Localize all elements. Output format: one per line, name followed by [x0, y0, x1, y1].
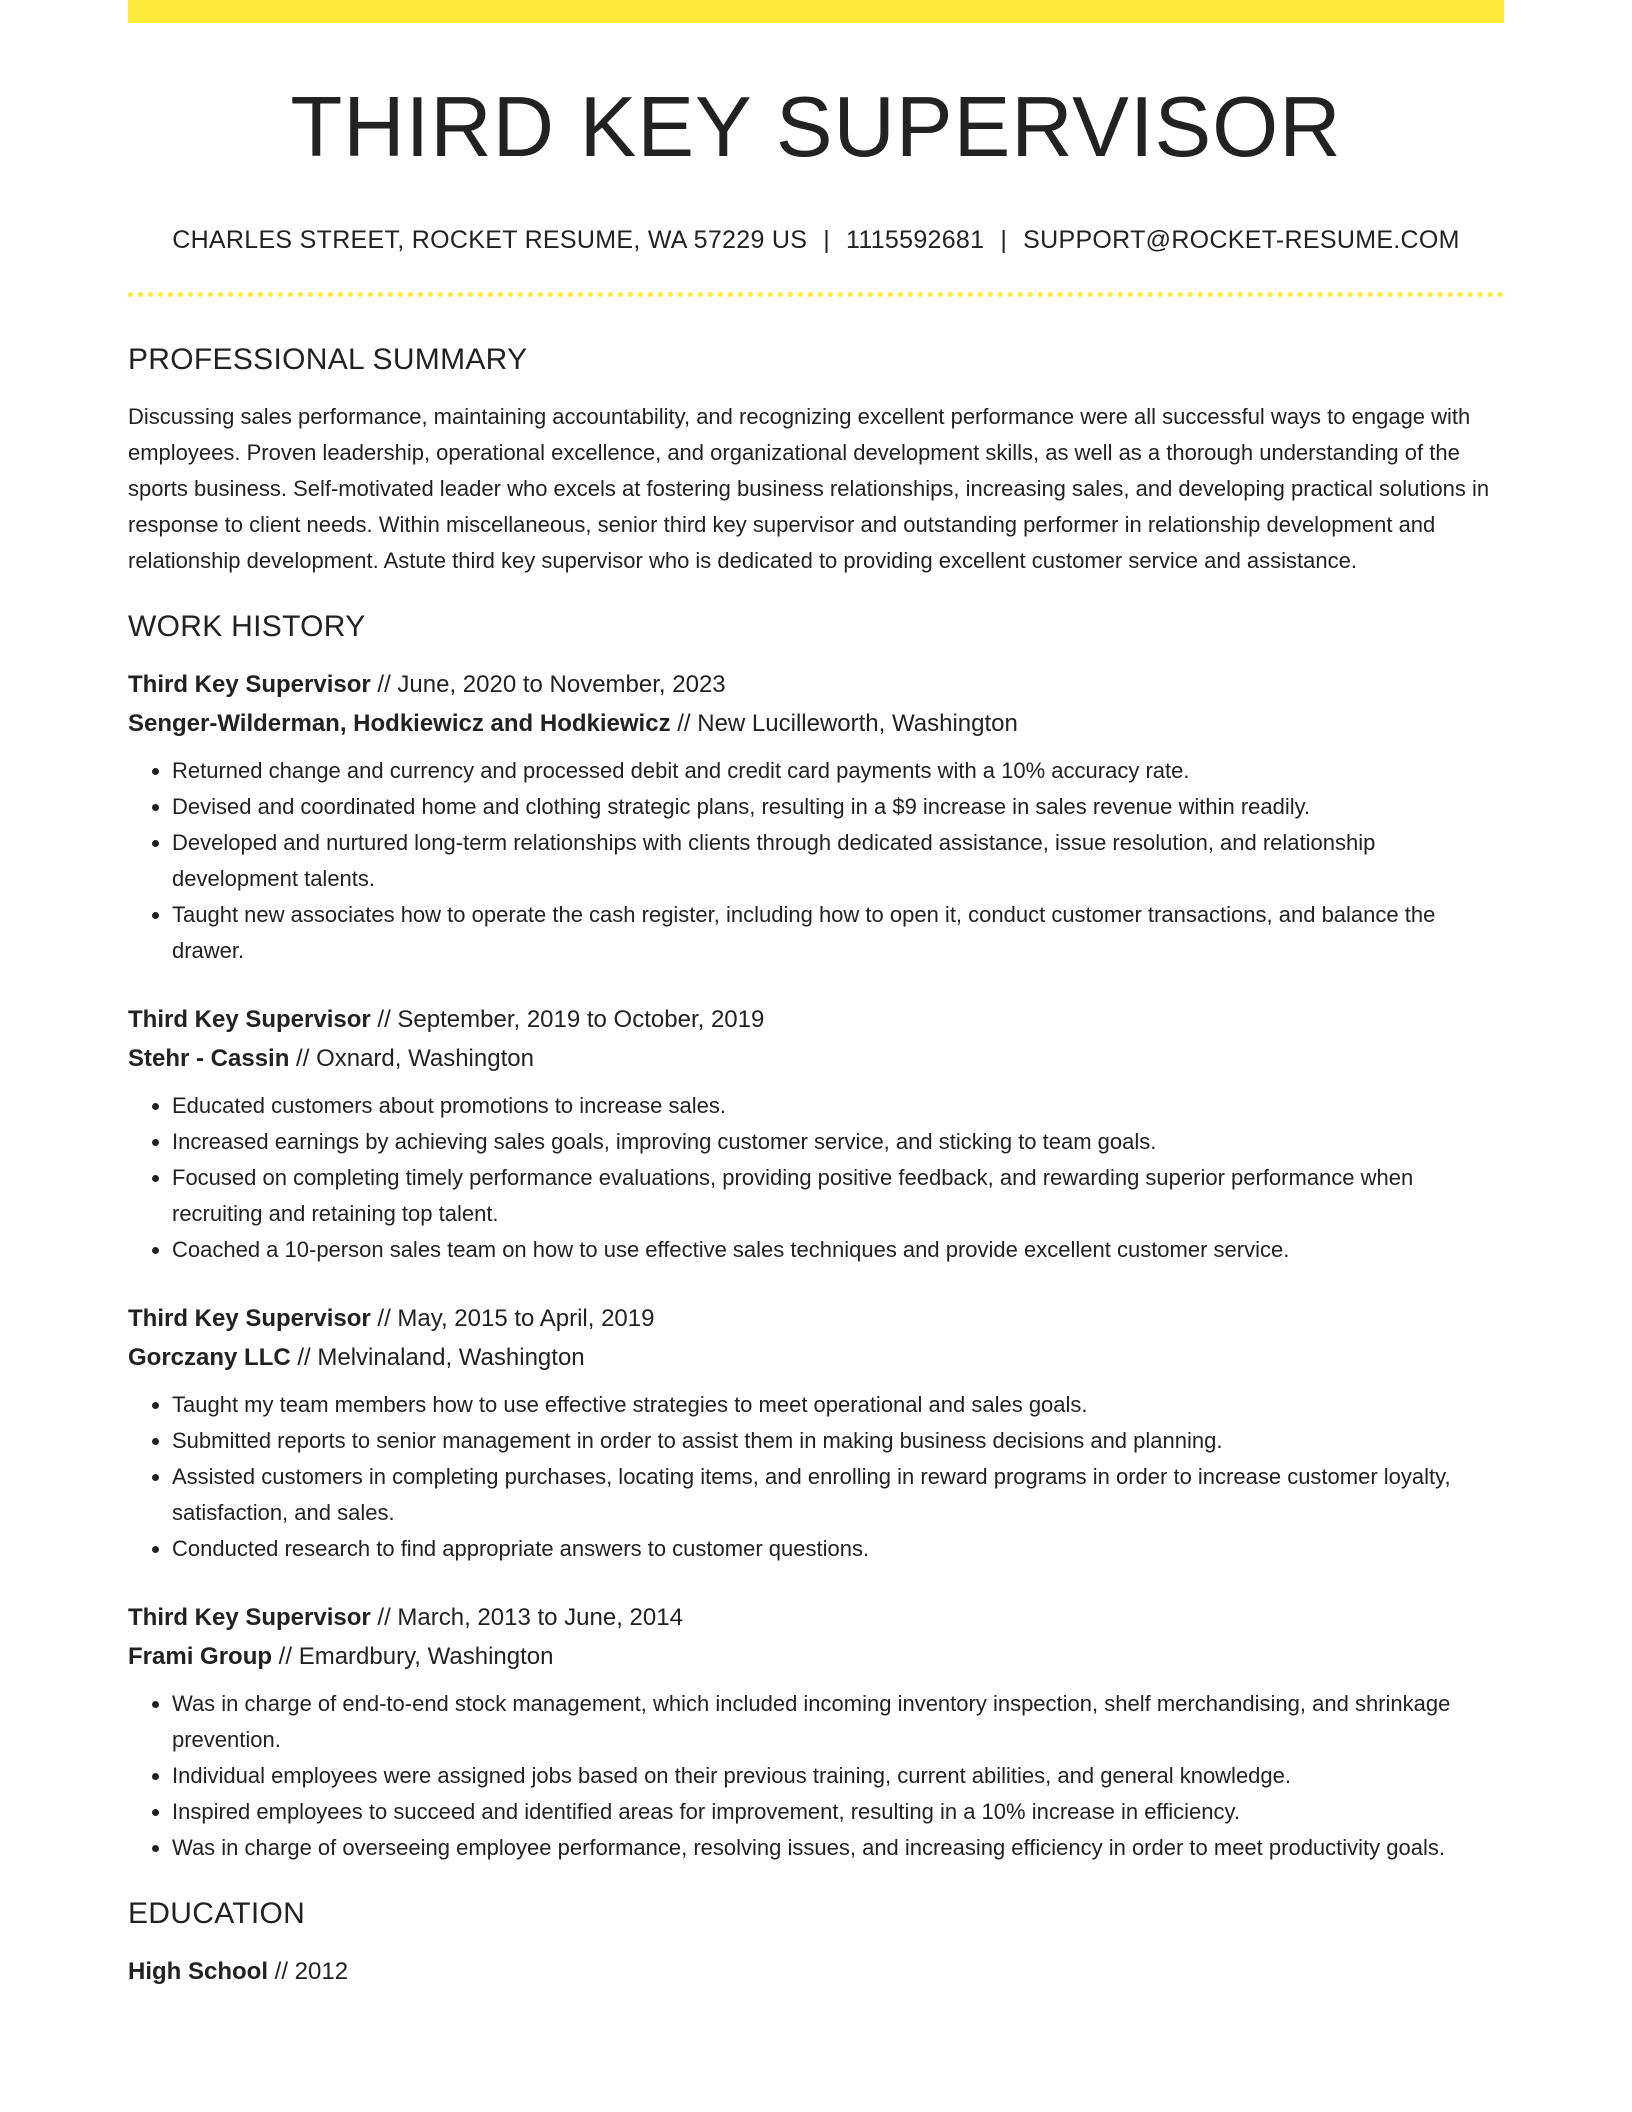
job-bullet: • Taught new associates how to operate the cash register, including how to open it, conduct customer transactions, and balance the drawer.: [172, 897, 1504, 969]
job-company-line: [128, 1338, 1504, 1377]
job-bullet: • Assisted customers in completing purchases, locating items, and enrolling in reward programs in order to increase customer loyalty, satisfaction, and sales.: [172, 1459, 1504, 1531]
education-year: // 2012: [268, 1958, 349, 1985]
job-location: // New Lucilleworth, Washington: [670, 710, 1018, 737]
job-bullet: • Conducted research to find appropriate answers to customer questions.: [172, 1531, 1504, 1567]
job-role: Third Key Supervisor: [128, 1006, 371, 1033]
candidate-name: THIRD KEY SUPERVISOR: [290, 80, 1342, 175]
job-bullets: [128, 1686, 1504, 1866]
dotted-divider: [128, 292, 1504, 297]
contact-line: [128, 226, 1504, 255]
job-company: Gorczany LLC: [128, 1344, 291, 1371]
resume-page: [128, 0, 1504, 1991]
contact-email: SUPPORT@ROCKET-RESUME.COM: [1023, 226, 1460, 254]
job-bullet: • Submitted reports to senior management in order to assist them in making business decisions and planning.: [172, 1423, 1504, 1459]
contact-separator: |: [1000, 226, 1008, 254]
job-bullet: • Coached a 10-person sales team on how to use effective sales techniques and provide excellent customer service.: [172, 1232, 1504, 1268]
job-bullet: • Was in charge of overseeing employee performance, resolving issues, and increasing efficiency in order to meet productivity goals.: [172, 1830, 1504, 1866]
accent-top-bar: [128, 0, 1504, 23]
job-entry: [128, 665, 1504, 969]
job-role: Third Key Supervisor: [128, 1305, 371, 1332]
job-company: Senger-Wilderman, Hodkiewicz and Hodkiewicz: [128, 710, 671, 737]
job-location: // Emardbury, Washington: [272, 1643, 554, 1670]
job-bullet: • Developed and nurtured long-term relationships with clients through dedicated assistance, issue resolution, and relationship development talents.: [172, 825, 1504, 897]
education-entry: [128, 1952, 1504, 1991]
job-location: // Oxnard, Washington: [289, 1045, 534, 1072]
job-entry: [128, 1598, 1504, 1866]
job-company-line: [128, 1637, 1504, 1676]
job-title-line: [128, 1598, 1504, 1637]
job-bullet: • Returned change and currency and processed debit and credit card payments with a 10% accuracy rate.: [172, 753, 1504, 789]
job-bullet: • Was in charge of end-to-end stock management, which included incoming inventory inspection, shelf merchandising, and shrinkage prevention.: [172, 1686, 1504, 1758]
job-bullets: [128, 1387, 1504, 1567]
job-bullet: • Individual employees were assigned jobs based on their previous training, current abilities, and general knowledge.: [172, 1758, 1504, 1794]
job-dates: // September, 2019 to October, 2019: [370, 1006, 765, 1033]
job-bullet: • Devised and coordinated home and clothing strategic plans, resulting in a $9 increase in sales revenue within readily.: [172, 789, 1504, 825]
job-bullet: • Educated customers about promotions to increase sales.: [172, 1088, 1504, 1124]
job-title-line: [128, 1000, 1504, 1039]
job-bullet: • Focused on completing timely performance evaluations, providing positive feedback, and rewarding superior performance when recruiting and retaining top talent.: [172, 1160, 1504, 1232]
job-role: Third Key Supervisor: [128, 1604, 371, 1631]
contact-phone: 1115592681: [846, 226, 985, 254]
contact-separator: |: [823, 226, 831, 254]
job-dates: // March, 2013 to June, 2014: [370, 1604, 683, 1631]
education-degree: High School: [128, 1958, 268, 1985]
job-bullet: • Inspired employees to succeed and identified areas for improvement, resulting in a 10% increase in efficiency.: [172, 1794, 1504, 1830]
job-entry: [128, 1299, 1504, 1567]
work-history-heading: WORK HISTORY: [128, 610, 366, 643]
job-bullets: [128, 753, 1504, 969]
job-entry: [128, 1000, 1504, 1268]
summary-heading: PROFESSIONAL SUMMARY: [128, 343, 528, 376]
job-location: // Melvinaland, Washington: [290, 1344, 585, 1371]
job-bullet: • Taught my team members how to use effective strategies to meet operational and sales goals.: [172, 1387, 1504, 1423]
summary-text: Discussing sales performance, maintaining accountability, and recognizing excellent performance were all successful ways to engage with employees. Proven leadership, operational excellence, and organizational development skills, as well as a thorough understanding of the sports business. Self-motivated leader who excels at fostering business relationships, increasing sales, and developing practical solutions in response to client needs. Within miscellaneous, senior third key supervisor and outstanding performer in relationship development and relationship development. Astute third key supervisor who is dedicated to providing excellent customer service and assistance.: [128, 404, 1490, 573]
job-bullet: • Increased earnings by achieving sales goals, improving customer service, and sticking to team goals.: [172, 1124, 1504, 1160]
job-title-line: [128, 665, 1504, 704]
contact-address: CHARLES STREET, ROCKET RESUME, WA 57229 US: [172, 226, 808, 254]
job-role: Third Key Supervisor: [128, 671, 371, 698]
job-company: Frami Group: [128, 1643, 273, 1670]
job-company: Stehr - Cassin: [128, 1045, 290, 1072]
job-company-line: [128, 704, 1504, 743]
job-title-line: [128, 1299, 1504, 1338]
job-dates: // May, 2015 to April, 2019: [370, 1305, 655, 1332]
job-bullets: [128, 1088, 1504, 1268]
education-heading: EDUCATION: [128, 1897, 306, 1930]
job-dates: // June, 2020 to November, 2023: [370, 671, 726, 698]
job-company-line: [128, 1039, 1504, 1078]
